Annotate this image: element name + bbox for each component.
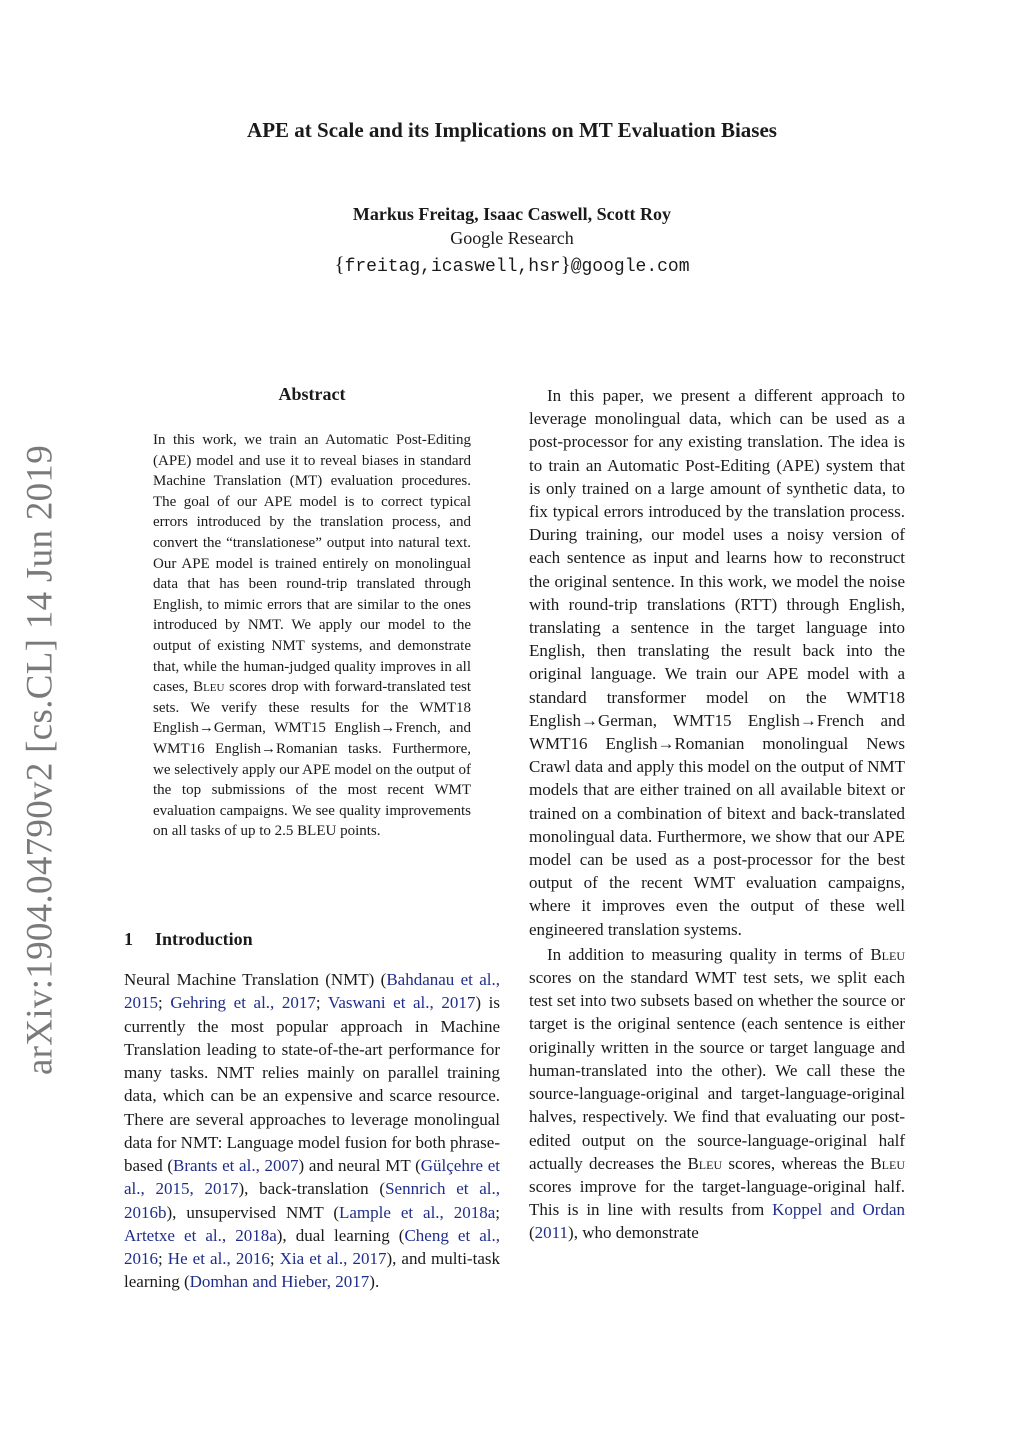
intro-text: ;: [158, 993, 171, 1013]
paper-title: APE at Scale and its Implications on MT Evaluation Biases: [247, 118, 777, 142]
abstract-text-part-2: scores drop with forward-translated test sets. We verify these results for the WMT18 English→German, WMT15 English→French, and WMT16 English→Romanian tasks. Furthermore, we selectively apply our APE model on the output of the top submissions of the most recent WMT evaluation campaigns. We see quality improvements on all tasks of up to 2.5 BLEU points.: [153, 679, 471, 840]
citation-link[interactable]: Domhan and Hieber, 2017: [189, 1272, 370, 1292]
bleu-term: Bleu: [687, 1153, 723, 1173]
intro-text: ), and multi-task learning (: [124, 1249, 500, 1292]
right-paragraph-2: [529, 943, 905, 1245]
citation-link[interactable]: Xia et al., 2017: [279, 1249, 387, 1268]
intro-text: ), dual learning (: [276, 1225, 405, 1245]
bleu-term: Bleu: [870, 944, 905, 964]
intro-text: ;: [495, 1202, 500, 1222]
body-text: (: [529, 1223, 535, 1243]
abstract-text-part-1: In this work, we train an Automatic Post-Editing (APE) model and use it to reveal biases in standard Machine Translation (MT) evaluation procedures. The goal of our APE model is to correct typical errors introduced by the translation process, and convert the “translationese” output into natural text. Our APE model is trained entirely on monolingual data that has been round-trip translated through English, to mimic errors that are similar to the ones introduced by NMT. We apply our model to the output of existing NMT systems, and demonstrate that, while the human-judged quality improves in all cases,: [153, 432, 471, 696]
citation-link[interactable]: Brants et al., 2007: [173, 1156, 299, 1175]
intro-text: ).: [369, 1272, 380, 1292]
email-domain: @google.com: [570, 257, 690, 277]
citation-link[interactable]: Vaswani et al., 2017: [327, 993, 476, 1013]
intro-text: ), unsupervised NMT (: [166, 1202, 339, 1222]
body-text: scores improve for the target-language-original half. This is in line with results from: [529, 1176, 905, 1220]
citation-link[interactable]: Gülçehre et al., 2015, 2017: [124, 1156, 500, 1199]
citation-link[interactable]: Bahdanau et al., 2015: [124, 970, 500, 1013]
section-heading-introduction: [124, 929, 500, 950]
email-usernames: freitag,icaswell,hsr: [344, 257, 561, 277]
section-title: Introduction: [155, 929, 253, 949]
section-number: 1: [124, 929, 133, 949]
right-paragraph-1: In this paper, we present a different approach to leverage monolingual data, which can be used as a post-processor for any existing translation. The idea is to train an Automatic Post-Editing (APE) system that is only trained on a large amount of synthetic data, to fix typical errors introduced by the translation process. During training, our model uses a noisy version of each sentence as input and learns how to reconstruct the original sentence. In this work, we model the noise with round-trip translations (RTT) through English, translating a sentence in the target language into English, then translating the result back into the original language. We train our APE model with a standard transformer model on the WMT18 English→German, WMT15 English→French and WMT16 English→Romanian monolingual News Crawl data and apply this model on the output of NMT models that are either trained on all available bitext or trained on a combination of bitext and back-translated monolingual data. Furthermore, we show that our APE model can be used as a post-processor for the best output of the recent WMT evaluation campaigns, where it improves even the output of these well engineered translation systems.: [529, 386, 905, 939]
body-text: ), who demonstrate: [568, 1223, 699, 1243]
email-brace-close: }: [560, 252, 571, 276]
affiliation: Google Research: [450, 228, 574, 248]
email-brace-open: {: [334, 252, 345, 276]
author-list: Markus Freitag, Isaac Caswell, Scott Roy: [352, 204, 672, 224]
body-text: scores on the standard WMT test sets, we split each test set into two subsets based on whether the source or target is the original sentence (each sentence is either originally written in the source or target language and human-translated into the other). We call these the source-language-original and target-language-original halves, respectively. We find that evaluating our post-edited output on the source-language-original half actually decreases the: [529, 968, 905, 1173]
intro-text: ) and neural MT (: [298, 1156, 421, 1175]
intro-text: Neural Machine Translation (NMT) (: [124, 970, 387, 989]
intro-text: ;: [158, 1249, 168, 1268]
citation-link[interactable]: He et al., 2016: [167, 1249, 270, 1268]
abstract-heading: Abstract: [278, 384, 346, 404]
body-text: scores, whereas the: [722, 1153, 871, 1173]
citation-link[interactable]: Cheng et al., 2016: [124, 1225, 500, 1268]
abstract-text: [153, 430, 471, 842]
intro-text: ) is currently the most popular approach in Machine Translation leading to state-of-the-art performance for many tasks. NMT relies mainly on parallel training data, which can be an expensive and scarce resource. There are several approaches to leverage monolingual data for NMT: Language model fusion for both phrase-based (: [124, 993, 501, 1175]
citation-link[interactable]: Sennrich et al., 2016b: [124, 1179, 500, 1222]
bleu-term: Bleu: [193, 679, 225, 696]
citation-link[interactable]: 2011: [534, 1223, 569, 1243]
body-text: In addition to measuring quality in terms of: [547, 944, 871, 964]
right-column-text: [529, 384, 905, 1245]
arxiv-identifier-stamp: arXiv:1904.04790v2 [cs.CL] 14 Jun 2019: [19, 444, 61, 1076]
citation-link[interactable]: Artetxe et al., 2018a: [124, 1225, 277, 1245]
intro-text: ), back-translation (: [238, 1179, 386, 1199]
citation-link[interactable]: Koppel and Ordan: [772, 1200, 905, 1220]
bleu-term: Bleu: [870, 1153, 905, 1173]
intro-text: ;: [315, 993, 328, 1013]
author-emails: [0, 252, 1024, 277]
intro-text: ;: [269, 1249, 280, 1268]
introduction-paragraph: [124, 968, 500, 1294]
citation-link[interactable]: Gehring et al., 2017: [170, 993, 316, 1013]
citation-link[interactable]: Lample et al., 2018a: [339, 1202, 496, 1222]
